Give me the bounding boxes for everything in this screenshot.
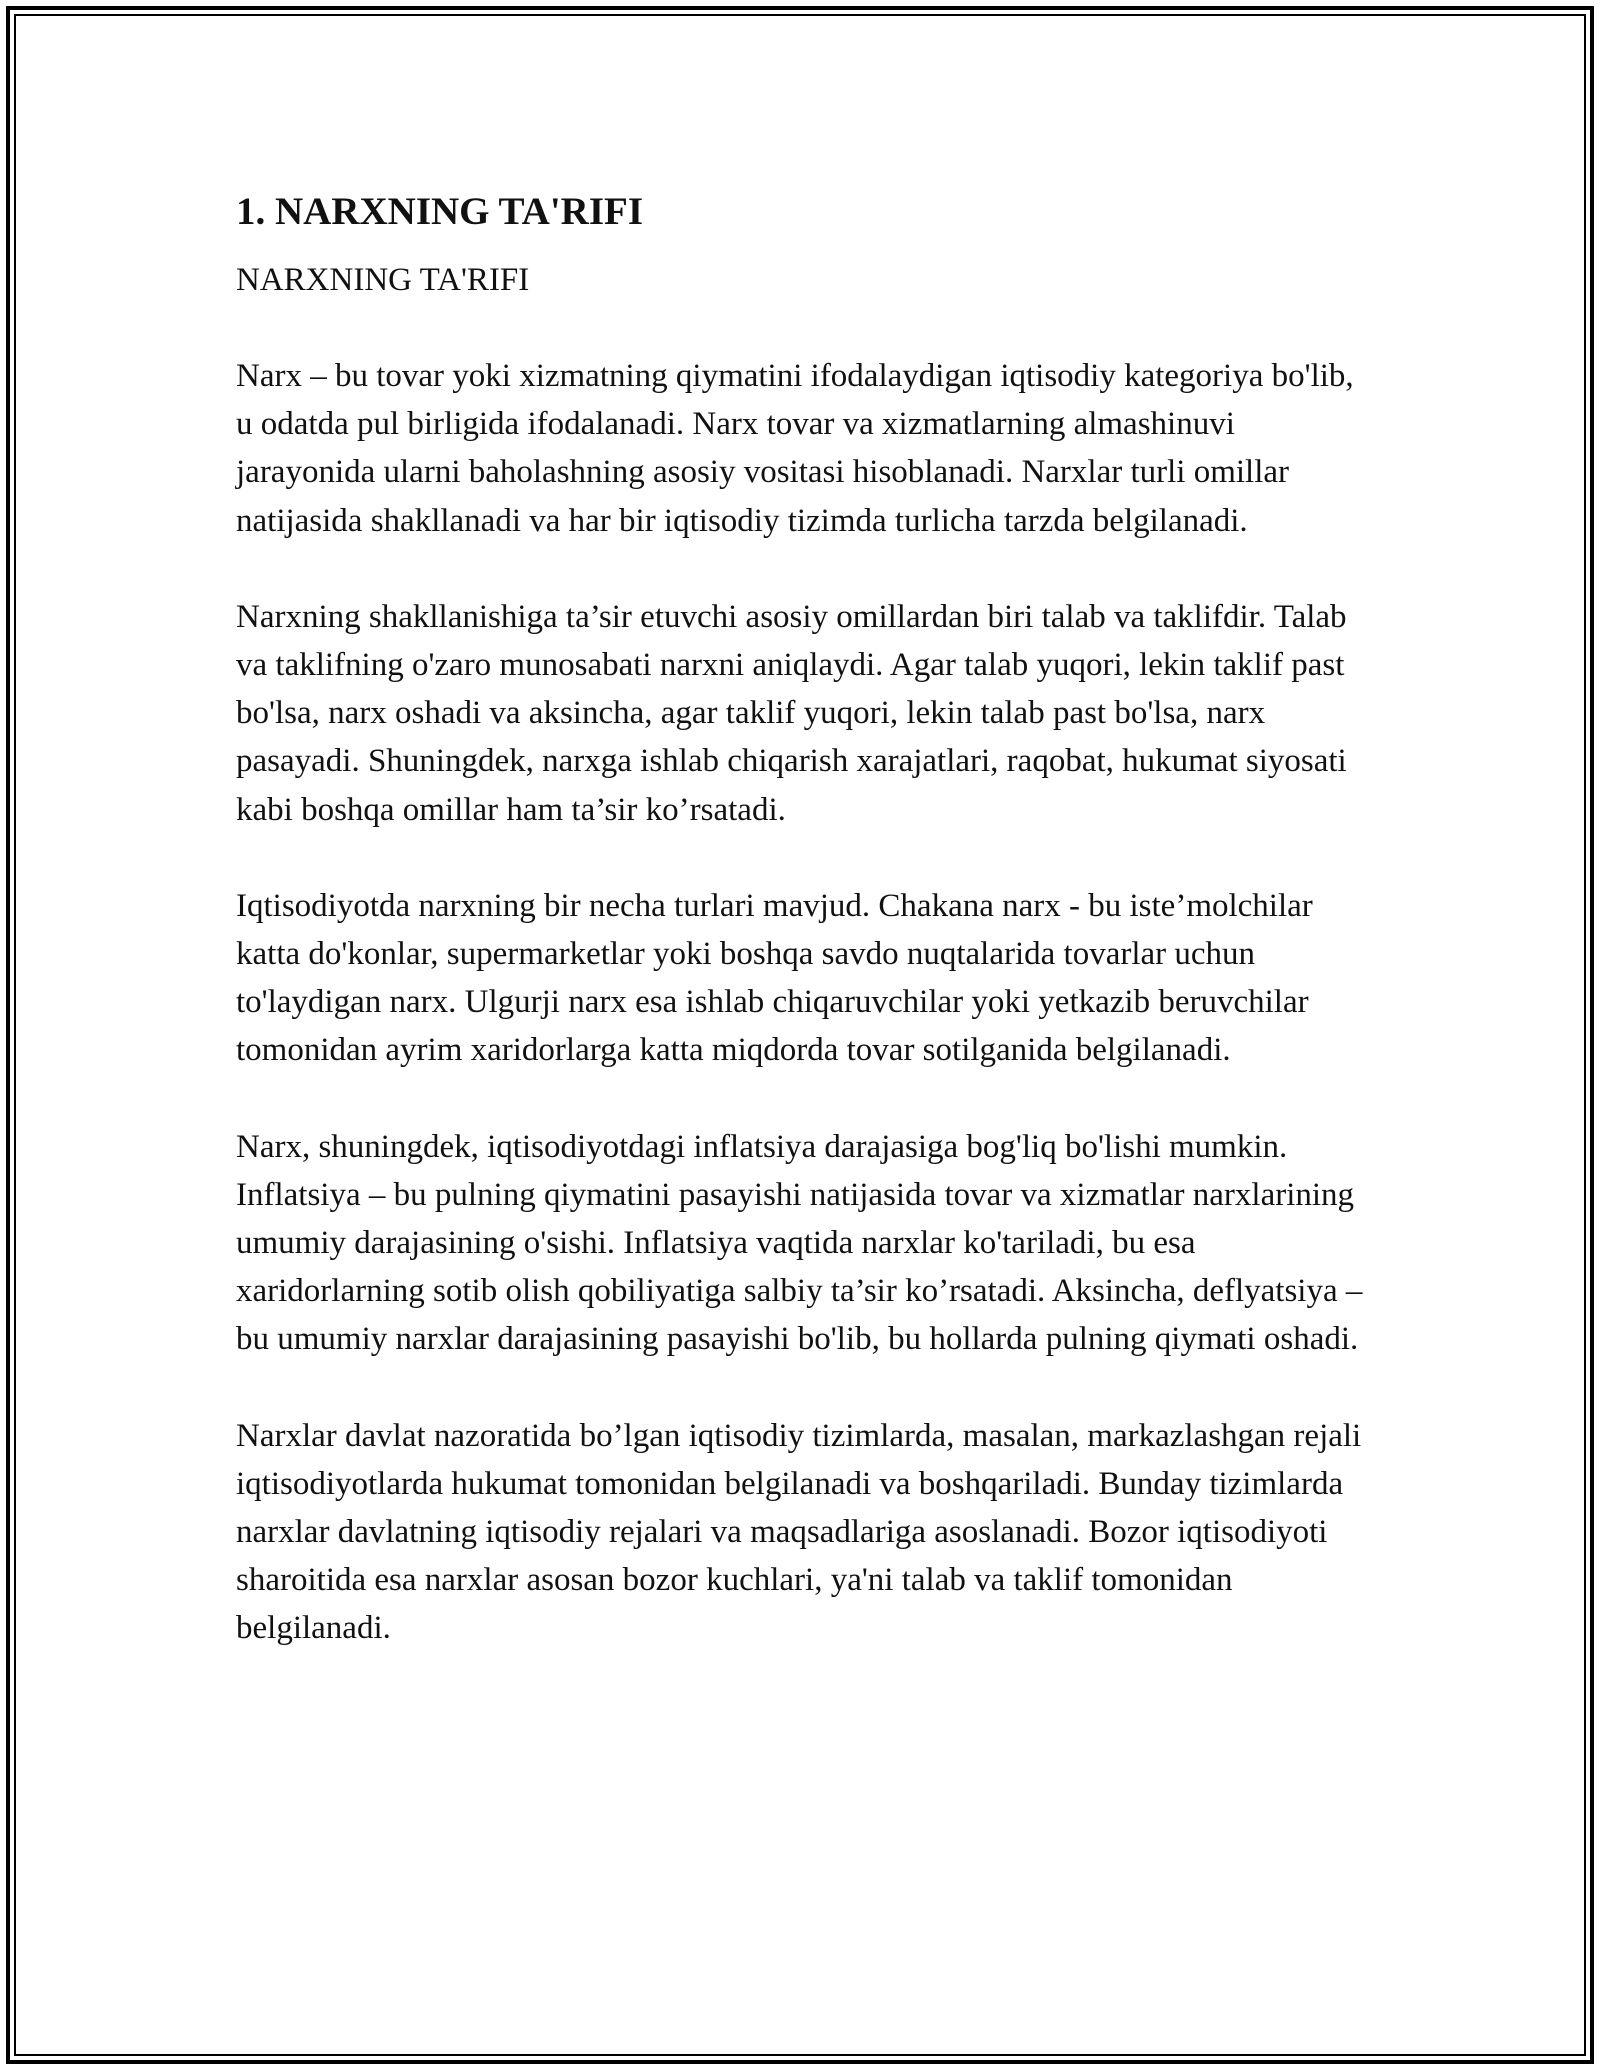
paragraph-2: Narxning shakllanishiga ta’sir etuvchi asosiy omillardan biri talab va taklifdir. Talab va taklifning o'zaro munosabati narxni aniqlaydi. Agar talab yuqori, lekin taklif past bo'lsa, narx oshadi va aksincha, agar taklif yuqori, lekin talab past bo'lsa, narx pasayadi. Shuningdek, narxga ishlab chiqarish xarajatlari, raqobat, hukumat siyosati kabi boshqa omillar ham ta’sir ko’rsatadi.	[236, 598, 1347, 828]
paragraph-4: Narx, shuningdek, iqtisodiyotdagi inflatsiya darajasiga bog'liq bo'lishi mumkin. Inflatsiya – bu pulning qiymatini pasayishi natijasida tovar va xizmatlar narxlarining umumiy darajasining o'sishi. Inflatsiya vaqtida narxlar ko'tariladi, bu esa xaridorlarning sotib olish qobiliyatiga salbiy ta’sir ko’rsatadi. Aksincha, deflyatsiya – bu umumiy narxlar darajasining pasayishi bo'lib, bu hollarda pulning qiymati oshadi.	[236, 1128, 1363, 1358]
paragraph-1: Narx – bu tovar yoki xizmatning qiymatini ifodalaydigan iqtisodiy kategoriya bo'lib, u odatda pul birligida ifodalanadi. Narx tovar va xizmatlarning almashinuvi jarayonida ularni baholashning asosiy vositasi hisoblanadi. Narxlar turli omillar natijasida shakllanadi va har bir iqtisodiy tizimda turlicha tarzda belgilanadi.	[236, 358, 1354, 539]
document-body	[236, 186, 1376, 1653]
document-heading: 1. NARXNING TA'RIFI	[236, 190, 644, 233]
document-subheading: NARXNING TA'RIFI	[236, 262, 530, 298]
paragraph-5: Narxlar davlat nazoratida bo’lgan iqtisodiy tizimlarda, masalan, markazlashgan rejali iqtisodiyotlarda hukumat tomonidan belgilanadi va boshqariladi. Bunday tizimlarda narxlar davlatning iqtisodiy rejalari va maqsadlariga asoslanadi. Bozor iqtisodiyoti sharoitida esa narxlar asosan bozor kuchlari, ya'ni talab va taklif tomonidan belgilanadi.	[236, 1417, 1362, 1647]
paragraph-3: Iqtisodiyotda narxning bir necha turlari mavjud. Chakana narx - bu iste’molchilar katta do'konlar, supermarketlar yoki boshqa savdo nuqtalarida tovarlar uchun to'laydigan narx. Ulgurji narx esa ishlab chiqaruvchilar yoki yetkazib beruvchilar tomonidan ayrim xaridorlarga katta miqdorda tovar sotilganida belgilanadi.	[236, 887, 1313, 1069]
